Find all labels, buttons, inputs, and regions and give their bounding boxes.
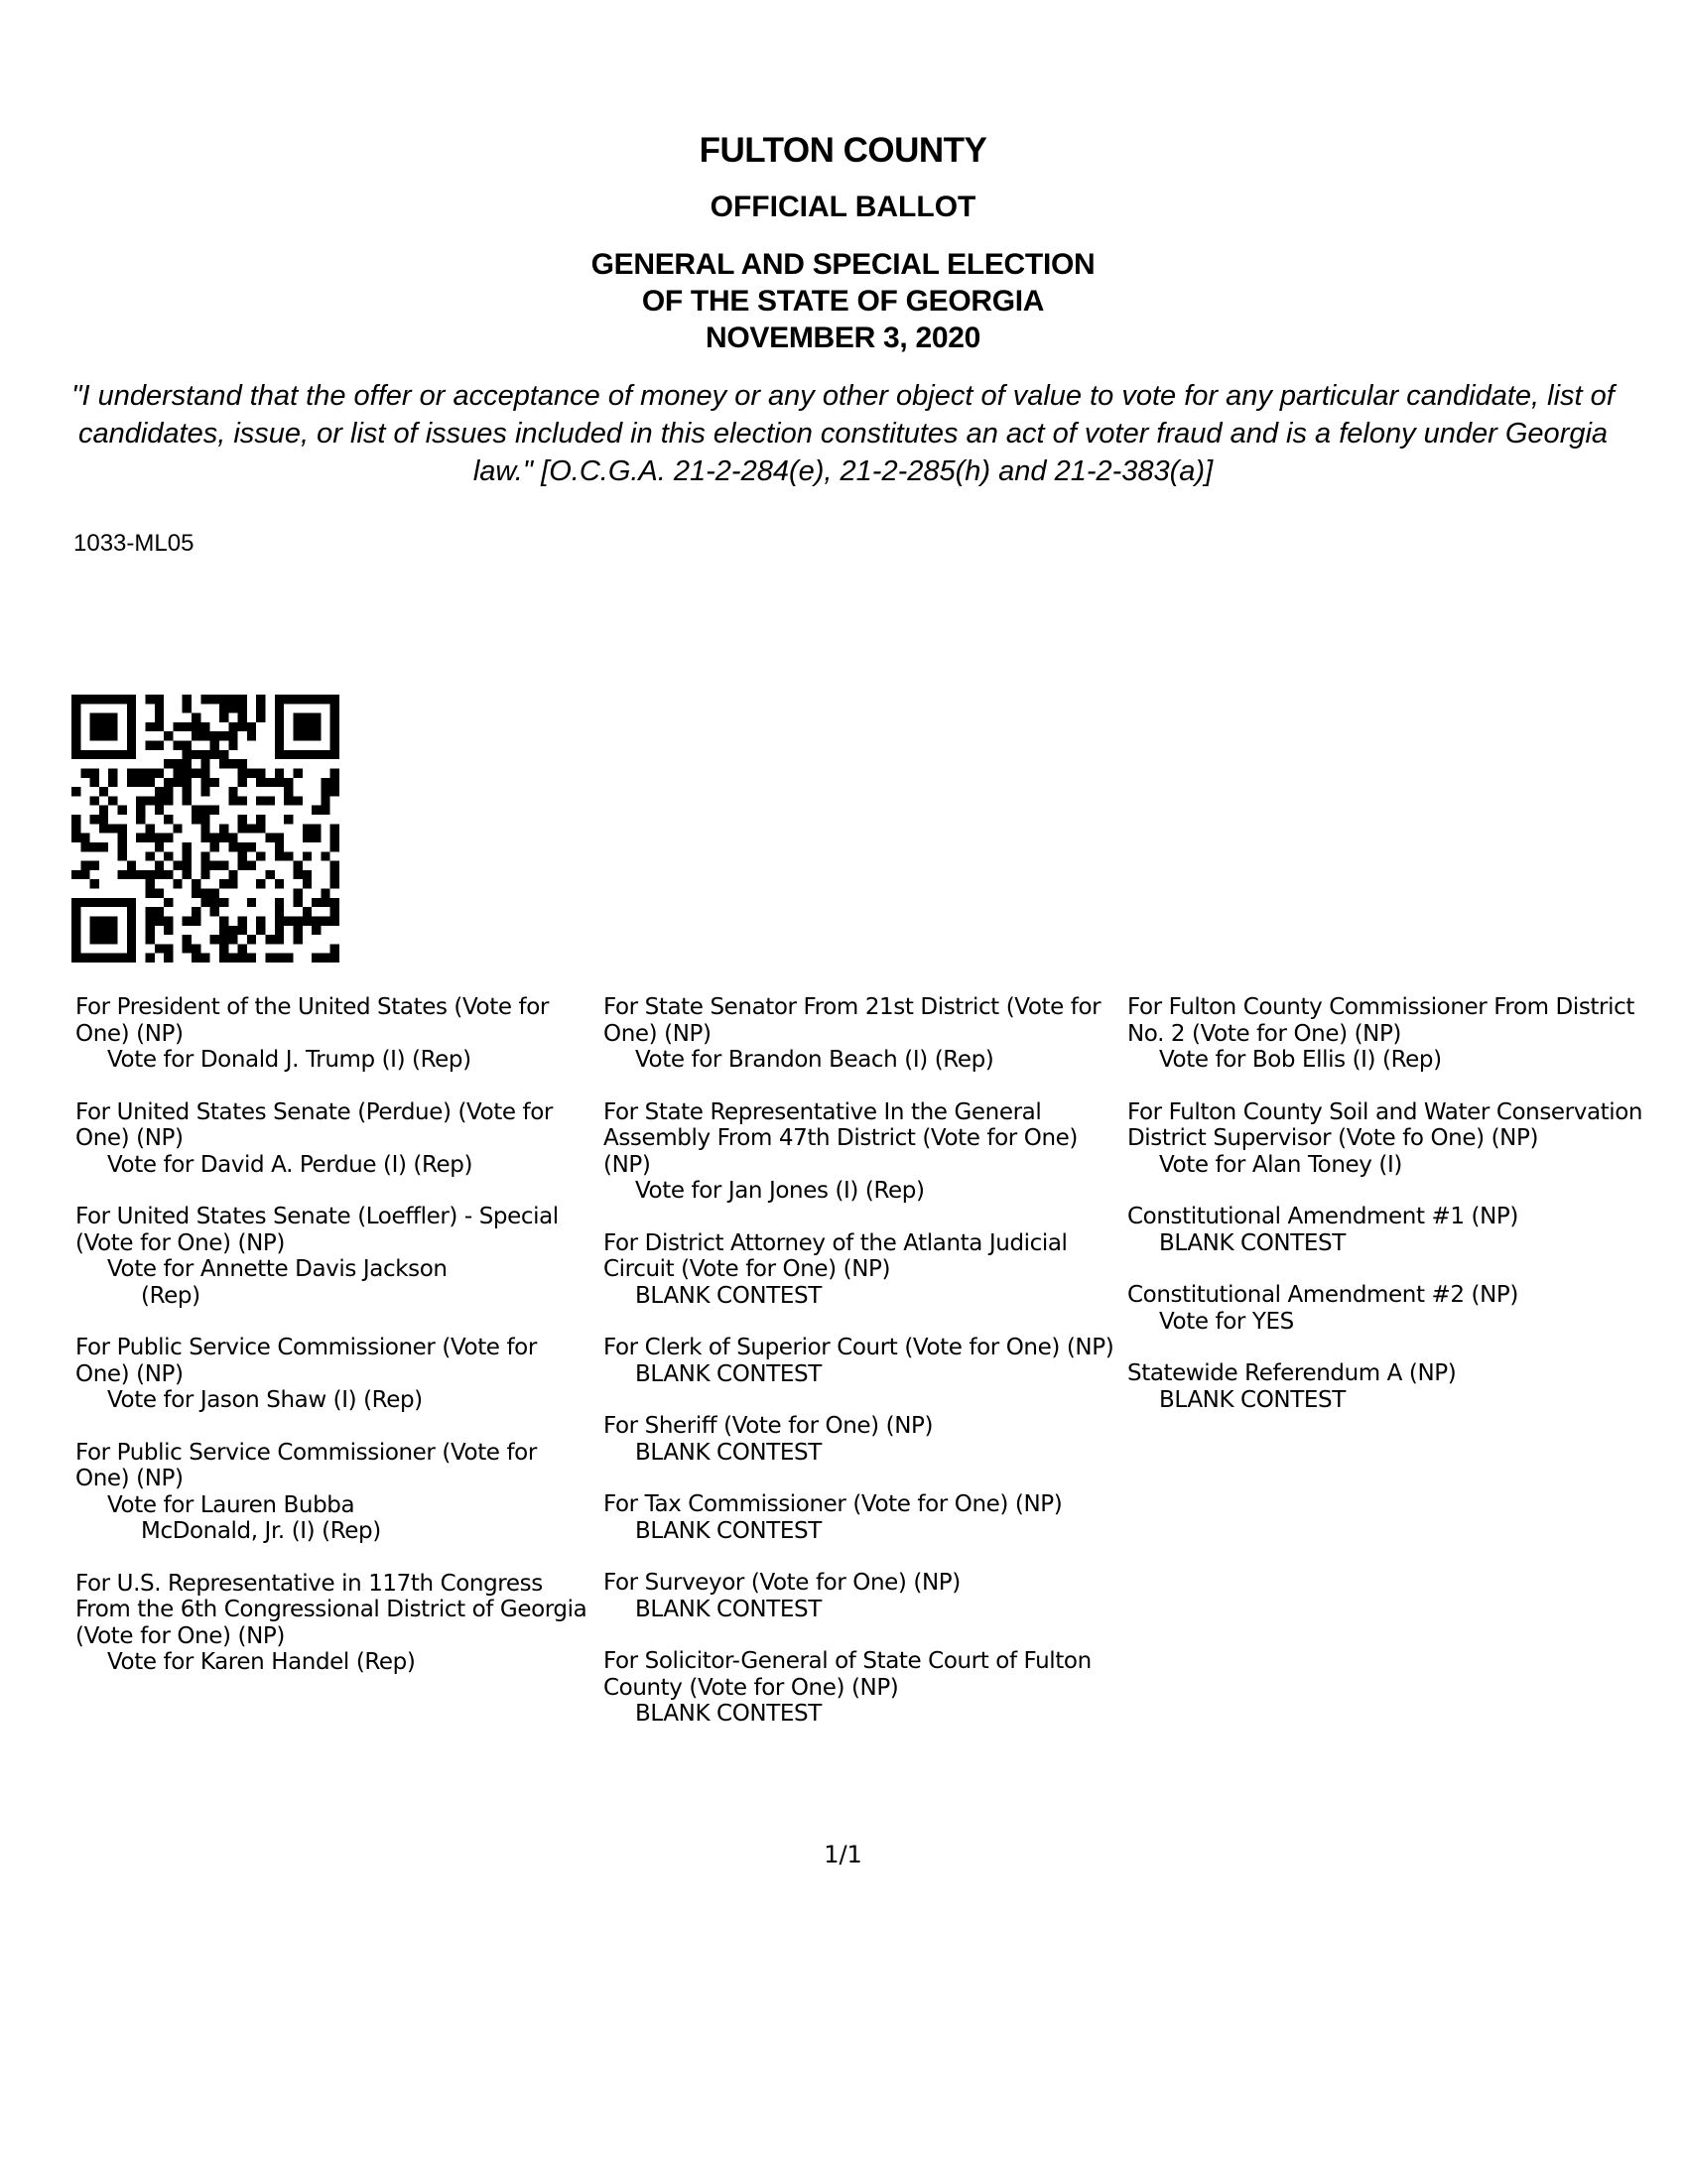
contest-selection: Vote for Donald J. Trump (I) (Rep) (107, 1047, 471, 1073)
contest-block (75, 994, 596, 1074)
voter-oath-statement: "I understand that the offer or acceptance of money or any other object of value to vote for any particular candidate, list of candidates, issue, or list of issues included in this election constitutes an act of voter fraud and is a felony under Georgia law." [O.C.G.A. 21-2-284(e), 21-2-285(h) and 21-2-383(a)] (71, 380, 1615, 487)
contest-title: For Solicitor-General of State Court of Fulton County (Vote for One) (NP) (603, 1648, 1092, 1701)
ballot-style-code: 1033-ML05 (73, 530, 195, 557)
contest-selection: Vote for Alan Toney (I) (1159, 1151, 1402, 1178)
contest-block (603, 1099, 1124, 1205)
contest-selection: BLANK CONTEST (635, 1439, 822, 1466)
contest-selection: Vote for YES (1159, 1308, 1294, 1335)
contest-title: For Public Service Commissioner (Vote for One) (NP) (75, 1335, 537, 1387)
contest-selection: BLANK CONTEST (635, 1360, 822, 1387)
contest-selection: Vote for Jan Jones (I) (Rep) (635, 1178, 925, 1204)
contest-block (603, 1648, 1124, 1728)
contest-column-2 (603, 994, 1124, 1753)
contest-selection: Vote for Jason Shaw (I) (Rep) (107, 1387, 423, 1413)
contest-selection: Vote for Bob Ellis (I) (Rep) (1159, 1047, 1442, 1073)
contest-title: For President of the United States (Vote for One) (NP) (75, 994, 549, 1047)
contest-block (1127, 1282, 1671, 1335)
contest-selection: Vote for David A. Perdue (I) (Rep) (107, 1151, 473, 1178)
contest-block (75, 1204, 596, 1309)
contest-block (603, 1491, 1124, 1544)
contest-title: For District Attorney of the Atlanta Judicial Circuit (Vote for One) (NP) (603, 1229, 1068, 1282)
contest-title: For Clerk of Superior Court (Vote for One) (NP) (603, 1335, 1114, 1360)
contest-selection-continued: McDonald, Jr. (I) (Rep) (141, 1518, 381, 1544)
contest-selection-continued: (Rep) (141, 1282, 200, 1309)
contest-selection: Vote for Annette Davis Jackson (107, 1256, 448, 1282)
contest-title: For Public Service Commissioner (Vote for One) (NP) (75, 1439, 537, 1491)
election-date: NOVEMBER 3, 2020 (706, 321, 980, 354)
contest-selection: BLANK CONTEST (635, 1282, 822, 1309)
contest-title: For Sheriff (Vote for One) (NP) (603, 1413, 934, 1439)
contest-block (603, 1570, 1124, 1622)
contest-title: Constitutional Amendment #2 (NP) (1127, 1282, 1518, 1308)
contest-title: For U.S. Representative in 117th Congress From the 6th Congressional District of Georgia (Vote for One) (NP) (75, 1570, 587, 1649)
contest-block (603, 1413, 1124, 1466)
contest-title: Statewide Referendum A (NP) (1127, 1360, 1457, 1386)
county-title: FULTON COUNTY (699, 131, 987, 170)
contest-title: For United States Senate (Perdue) (Vote for One) (NP) (75, 1098, 553, 1151)
contest-block (603, 1335, 1124, 1387)
contest-title: For Fulton County Soil and Water Conservation District Supervisor (Vote fo One) (NP) (1127, 1098, 1643, 1151)
contest-block (603, 1230, 1124, 1310)
contest-title: For State Representative In the General Assembly From 47th District (Vote for One) (NP) (603, 1098, 1078, 1178)
contest-title: For United States Senate (Loeffler) - Special (Vote for One) (NP) (75, 1204, 559, 1256)
page-number: 1/1 (824, 1841, 862, 1868)
contest-selection: BLANK CONTEST (635, 1517, 822, 1544)
contest-block (75, 1440, 596, 1545)
contest-block (1127, 994, 1671, 1074)
contest-block (1127, 1099, 1671, 1179)
contest-block (75, 1335, 596, 1414)
election-title-line1: GENERAL AND SPECIAL ELECTION (590, 248, 1096, 281)
contest-column-3 (1127, 994, 1671, 1439)
contest-selection: BLANK CONTEST (635, 1701, 822, 1727)
contest-block (75, 1099, 596, 1179)
contest-selection: Vote for Karen Handel (Rep) (107, 1649, 416, 1675)
contest-title: For Tax Commissioner (Vote for One) (NP) (603, 1491, 1063, 1517)
contest-selection: Vote for Lauren Bubba (107, 1491, 355, 1518)
contest-selection: BLANK CONTEST (1159, 1386, 1346, 1413)
contest-selection: BLANK CONTEST (1159, 1229, 1346, 1256)
contest-block (1127, 1360, 1671, 1413)
contest-title: Constitutional Amendment #1 (NP) (1127, 1204, 1518, 1229)
contest-title: For State Senator From 21st District (Vote for One) (NP) (603, 994, 1102, 1047)
contest-title: For Fulton County Commissioner From District No. 2 (Vote for One) (NP) (1127, 994, 1634, 1047)
contest-block (603, 994, 1124, 1074)
ballot-title: OFFICIAL BALLOT (710, 191, 976, 223)
qr-code-icon (71, 695, 339, 963)
contest-column-1 (75, 994, 596, 1702)
contest-selection: Vote for Brandon Beach (I) (Rep) (635, 1047, 994, 1073)
contest-selection: BLANK CONTEST (635, 1596, 822, 1622)
contest-title: For Surveyor (Vote for One) (NP) (603, 1570, 961, 1596)
contest-block (1127, 1204, 1671, 1256)
election-title (0, 246, 1686, 356)
election-title-line2: OF THE STATE OF GEORGIA (641, 285, 1045, 318)
contest-block (75, 1571, 596, 1676)
